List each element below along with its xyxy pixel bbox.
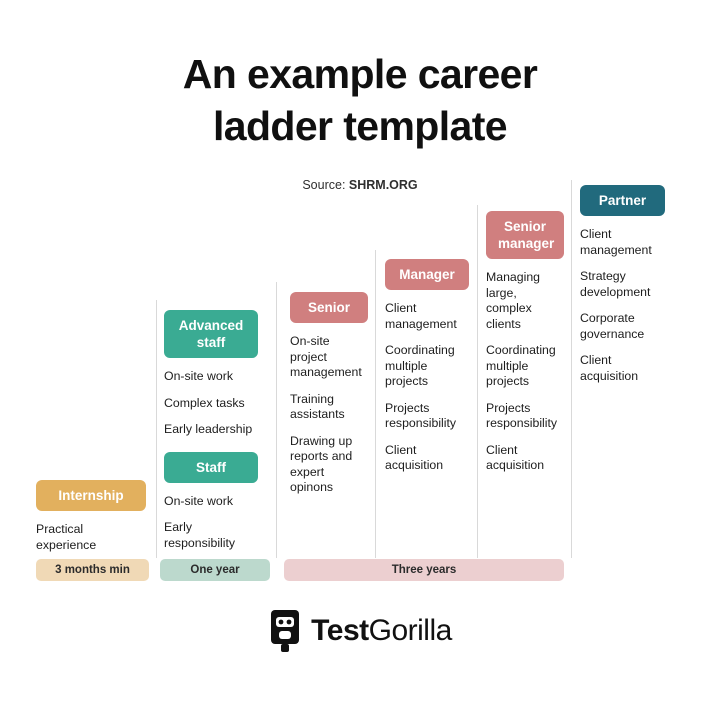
- ladder-column-senior: [290, 292, 368, 496]
- source-name: SHRM.ORG: [348, 178, 418, 192]
- list-item: Projects responsibility: [385, 400, 457, 430]
- list-item: Client acquisition: [486, 442, 545, 472]
- column-divider-3: [375, 250, 376, 558]
- level-badge-advanced-staff[interactable]: Advanced staff: [164, 310, 258, 358]
- list-item: Training assistants: [290, 391, 345, 421]
- list-item: Client management: [580, 227, 652, 257]
- duration-bar-one-year: One year: [160, 559, 270, 581]
- level-items-advanced-staff: [164, 369, 258, 438]
- ladder-column-partner: [580, 185, 665, 384]
- list-item: Coordinating multiple projects: [385, 343, 455, 388]
- gorilla-icon: [268, 608, 302, 654]
- page-title: [0, 48, 720, 152]
- brand-name-bold: Test: [311, 614, 369, 647]
- brand-name-light: Gorilla: [368, 614, 452, 647]
- level-badge-internship[interactable]: Internship: [36, 480, 146, 511]
- list-item: Early responsibility: [164, 520, 236, 550]
- level-items-senior: [290, 334, 368, 496]
- duration-bar-three-years: Three years: [284, 559, 564, 581]
- column-divider-4: [477, 205, 478, 558]
- level-badge-senior-manager[interactable]: Senior manager: [486, 211, 564, 259]
- list-item: Client acquisition: [580, 353, 639, 383]
- column-divider-1: [156, 300, 157, 558]
- level-items-staff: [164, 494, 258, 552]
- level-items-internship: [36, 522, 146, 553]
- list-item: Drawing up reports and expert opinons: [290, 433, 353, 494]
- level-items-manager: [385, 301, 469, 474]
- list-item: On-site work: [164, 493, 234, 508]
- column-divider-2: [276, 282, 277, 558]
- ladder-column-senior-manager: [486, 211, 564, 474]
- list-item: Early leadership: [164, 422, 253, 436]
- list-item: Practical experience: [36, 522, 97, 552]
- level-badge-partner[interactable]: Partner: [580, 185, 665, 216]
- level-badge-senior[interactable]: Senior: [290, 292, 368, 323]
- level-badge-manager[interactable]: Manager: [385, 259, 469, 290]
- list-item: Strategy development: [580, 269, 651, 299]
- level-items-partner: [580, 227, 665, 384]
- list-item: Client management: [385, 301, 457, 331]
- duration-bar-three-months: 3 months min: [36, 559, 149, 581]
- list-item: On-site work: [164, 369, 234, 383]
- level-badge-staff[interactable]: Staff: [164, 452, 258, 483]
- ladder-subcolumn-staff: [164, 452, 258, 552]
- brand-name: [311, 614, 452, 648]
- page-title-line-1: An example career: [182, 51, 538, 97]
- list-item: Client acquisition: [385, 442, 444, 472]
- list-item: Complex tasks: [164, 395, 245, 410]
- ladder-column-manager: [385, 259, 469, 474]
- list-item: Coordinating multiple projects: [486, 343, 556, 388]
- list-item: Corporate governance: [580, 311, 645, 341]
- brand-logo: [0, 608, 720, 654]
- source-prefix: Source:: [302, 178, 349, 192]
- list-item: Managing large, complex clients: [486, 270, 541, 331]
- ladder-column-advanced-staff: [164, 310, 258, 551]
- list-item: Projects responsibility: [486, 400, 558, 430]
- level-items-senior-manager: [486, 270, 564, 474]
- page-title-line-2: ladder template: [212, 103, 508, 149]
- column-divider-5: [571, 180, 572, 558]
- list-item: On-site project management: [290, 334, 362, 379]
- ladder-column-internship: [36, 480, 146, 553]
